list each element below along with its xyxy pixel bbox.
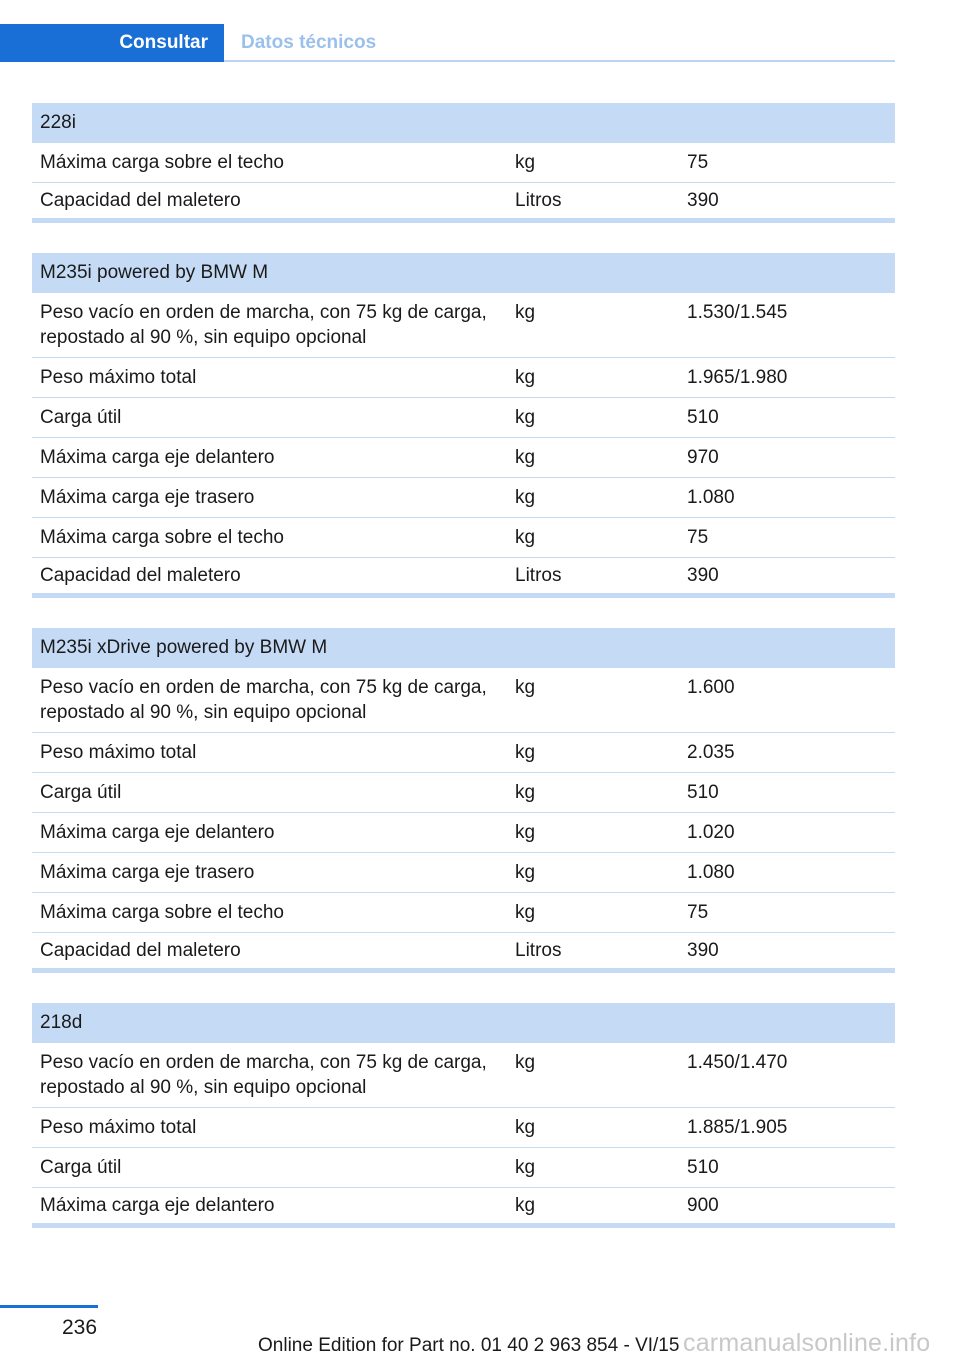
table-row [32,933,895,973]
row-label: Capacidad del maletero [40,190,241,211]
table-row [32,773,895,813]
row-label: Máxima carga eje delantero [40,822,275,843]
table-row [32,1043,895,1108]
row-label: Máxima carga sobre el techo [40,527,284,548]
table-row [32,438,895,478]
spec-table [32,1003,895,1228]
row-value: 510 [687,1157,719,1178]
row-value: 2.035 [687,742,735,763]
row-label: Máxima carga eje delantero [40,1195,275,1216]
row-unit: kg [515,742,536,763]
spec-table [32,628,895,973]
row-unit: Litros [515,190,562,211]
row-value: 970 [687,447,719,468]
row-unit: kg [515,152,536,173]
table-row [32,733,895,773]
row-value: 1.530/1.545 [687,302,788,323]
row-unit: kg [515,677,536,698]
row-value: 390 [687,940,719,961]
row-label: Carga útil [40,782,122,803]
header-divider [224,60,895,62]
table-row [32,358,895,398]
row-value: 1.450/1.470 [687,1052,788,1073]
spec-table [32,103,895,223]
row-value: 1.965/1.980 [687,367,788,388]
row-label: Peso vacío en orden de marcha, con 75 kg de carga, repostado al 90 %, sin equipo opcional [40,1052,487,1098]
row-label: Máxima carga eje trasero [40,862,255,883]
row-unit: kg [515,1157,536,1178]
row-label: Capacidad del maletero [40,565,241,586]
row-label: Peso vacío en orden de marcha, con 75 kg de carga, repostado al 90 %, sin equipo opcional [40,677,487,723]
row-label: Peso máximo total [40,1117,197,1138]
watermark: carmanualsonline.info [683,1329,931,1357]
table-row [32,1148,895,1188]
row-label: Peso vacío en orden de marcha, con 75 kg de carga, repostado al 90 %, sin equipo opcional [40,302,487,348]
table-row [32,478,895,518]
table-row [32,183,895,223]
tab-consultar[interactable]: Consultar [0,24,224,62]
table-row [32,813,895,853]
row-value: 75 [687,527,709,548]
row-label: Peso máximo total [40,742,197,763]
page-number: 236 [62,1316,98,1339]
row-value: 1.600 [687,677,735,698]
table-row [32,893,895,933]
row-label: Peso máximo total [40,367,197,388]
row-value: 1.080 [687,862,735,883]
row-label: Máxima carga eje delantero [40,447,275,468]
page-number-rule [0,1305,98,1308]
spec-table [32,253,895,598]
page-header [0,24,960,62]
row-unit: kg [515,1117,536,1138]
row-label: Capacidad del maletero [40,940,241,961]
row-value: 1.885/1.905 [687,1117,788,1138]
row-unit: kg [515,1195,536,1216]
tab-datos-tecnicos[interactable]: Datos técnicos [241,32,377,53]
row-unit: kg [515,407,536,428]
row-unit: kg [515,447,536,468]
row-value: 510 [687,782,719,803]
row-value: 900 [687,1195,719,1216]
table-row [32,1188,895,1228]
table-title: M235i xDrive powered by BMW M [32,628,895,668]
edition-note: Online Edition for Part no. 01 40 2 963 854 - VI/15 [258,1335,680,1356]
table-row [32,668,895,733]
row-label: Máxima carga eje trasero [40,487,255,508]
row-unit: kg [515,902,536,923]
row-unit: Litros [515,940,562,961]
spec-tables [32,103,895,1258]
row-value: 75 [687,152,709,173]
row-label: Carga útil [40,1157,122,1178]
table-row [32,143,895,183]
table-row [32,293,895,358]
row-unit: kg [515,527,536,548]
row-unit: kg [515,822,536,843]
table-title: 218d [32,1003,895,1043]
row-value: 390 [687,565,719,586]
row-unit: kg [515,862,536,883]
table-row [32,1108,895,1148]
table-row [32,558,895,598]
table-row [32,853,895,893]
row-unit: Litros [515,565,562,586]
row-value: 510 [687,407,719,428]
row-unit: kg [515,1052,536,1073]
row-unit: kg [515,487,536,508]
row-unit: kg [515,367,536,388]
table-row [32,518,895,558]
row-value: 75 [687,902,709,923]
row-label: Carga útil [40,407,122,428]
row-value: 1.020 [687,822,735,843]
table-title: 228i [32,103,895,143]
row-unit: kg [515,302,536,323]
table-row [32,398,895,438]
row-unit: kg [515,782,536,803]
table-title: M235i powered by BMW M [32,253,895,293]
row-label: Máxima carga sobre el techo [40,902,284,923]
row-label: Máxima carga sobre el techo [40,152,284,173]
row-value: 1.080 [687,487,735,508]
row-value: 390 [687,190,719,211]
